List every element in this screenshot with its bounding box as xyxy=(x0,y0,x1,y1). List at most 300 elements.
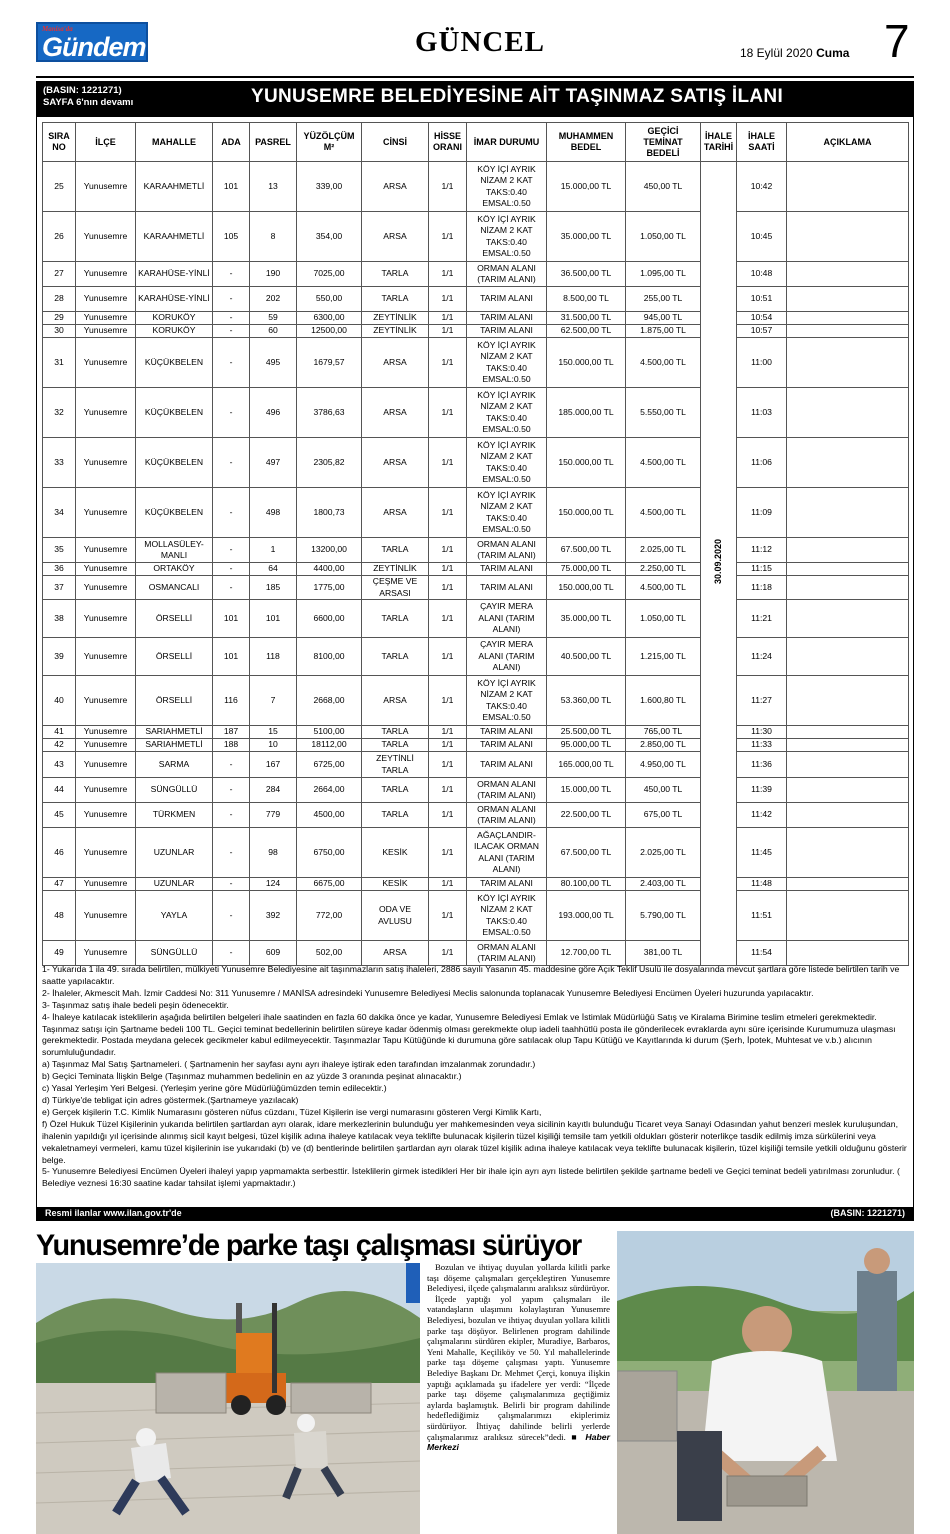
table-cell: - xyxy=(213,538,250,563)
table-cell: 392 xyxy=(250,891,297,941)
table-cell: Yunusemre xyxy=(76,438,136,488)
table-cell: 18112,00 xyxy=(297,739,362,752)
table-cell: KARAAHMETLİ xyxy=(136,162,213,212)
legal-ad-header xyxy=(37,82,913,117)
table-cell: 772,00 xyxy=(297,891,362,941)
table-cell: Yunusemre xyxy=(76,162,136,212)
table-cell: - xyxy=(213,325,250,338)
table-cell xyxy=(787,828,909,878)
table-cell: 10:54 xyxy=(737,312,787,325)
table-cell: 354,00 xyxy=(297,212,362,262)
mayor-photo xyxy=(617,1231,914,1534)
table-cell: 945,00 TL xyxy=(626,312,701,325)
table-cell: 10:45 xyxy=(737,212,787,262)
table-cell: KÖY İÇİ AYRIK NİZAM 2 KAT TAKS:0.40 EMSAL:0.50 xyxy=(467,212,547,262)
table-cell xyxy=(787,739,909,752)
table-cell: ODA VE AVLUSU xyxy=(362,891,429,941)
table-cell: ARSA xyxy=(362,162,429,212)
table-cell xyxy=(787,325,909,338)
table-row xyxy=(43,878,909,891)
table-cell: - xyxy=(213,287,250,312)
logo-wordmark: Gündem xyxy=(42,32,146,62)
table-cell: 1.095,00 TL xyxy=(626,262,701,287)
table-cell: 1/1 xyxy=(429,778,467,803)
table-cell: 32 xyxy=(43,388,76,438)
table-cell: AĞAÇLANDIR-ILACAK ORMAN ALANI (TARIM ALANI) xyxy=(467,828,547,878)
table-cell: TARIM ALANI xyxy=(467,576,547,600)
table-cell: KÜÇÜKBELEN xyxy=(136,388,213,438)
table-cell: SÜNGÜLLÜ xyxy=(136,778,213,803)
table-cell xyxy=(787,803,909,828)
ad-reference xyxy=(43,85,133,109)
article-paragraph: İlçede yaptığı yol yapım çalışmaları ile vatandaşların ulaşımını kolaylaştıran Yunusemre Belediyesi, bozulan ve ihtiyaç duyulan yollara kilitli parke taşı döşüyor. Belirlenen program dahilinde çalışmalarını sürdüren ekipler, Muradiye, Barbaros, Yeni Mahalle, Keçiliköy ve 50. Yıl mahallelerinde parke taşı döşeme çalışması yaptı. Yunusemre Belediye Başkanı Dr. Mehmet Çerçi, konuya ilişkin yaptığı açıklamada şu ifadelere yer verdi: “İlçede parke taşı döşeme çalışmalarımıza geçtiğimiz aylarda başlamıştık. Belirli bir program dahilinde hedeflediğimiz çalışmalarımızı ekiplerimiz sürdürüyor. İhtiyaç dahilinde belirli yerlerde çalışmalarımız aralıksız sürecek”dedi. ■ Haber Merkezi xyxy=(427,1293,611,1453)
table-cell: KÖY İÇİ AYRIK NİZAM 2 KAT TAKS:0.40 EMSAL:0.50 xyxy=(467,676,547,726)
table-cell: 59 xyxy=(250,312,297,325)
table-cell: 11:03 xyxy=(737,388,787,438)
table-row xyxy=(43,726,909,739)
table-cell: 609 xyxy=(250,941,297,966)
table-cell: 450,00 TL xyxy=(626,778,701,803)
table-cell: 339,00 xyxy=(297,162,362,212)
table-cell xyxy=(787,676,909,726)
issue-date xyxy=(740,46,849,60)
column-header: İHALE SAATİ xyxy=(737,123,787,162)
table-cell: 1/1 xyxy=(429,325,467,338)
table-cell: 11:15 xyxy=(737,563,787,576)
table-cell: 31.500,00 TL xyxy=(547,312,626,325)
table-cell: 11:30 xyxy=(737,726,787,739)
table-cell: 1/1 xyxy=(429,388,467,438)
table-cell: 101 xyxy=(250,600,297,638)
table-cell: 1/1 xyxy=(429,739,467,752)
table-cell: 11:09 xyxy=(737,488,787,538)
table-cell: - xyxy=(213,828,250,878)
table-cell xyxy=(787,287,909,312)
table-cell: 1/1 xyxy=(429,162,467,212)
table-cell: 124 xyxy=(250,878,297,891)
table-cell: Yunusemre xyxy=(76,891,136,941)
column-header: GEÇİCİ TEMİNAT BEDELİ xyxy=(626,123,701,162)
table-cell: 450,00 TL xyxy=(626,162,701,212)
table-cell: 675,00 TL xyxy=(626,803,701,828)
table-cell: 1/1 xyxy=(429,312,467,325)
table-cell: ZEYTİNLİK xyxy=(362,312,429,325)
page-number: 7 xyxy=(884,15,910,67)
table-cell xyxy=(787,891,909,941)
table-cell: 150.000,00 TL xyxy=(547,338,626,388)
table-cell: 41 xyxy=(43,726,76,739)
table-cell: 75.000,00 TL xyxy=(547,563,626,576)
article-byline: ■ Haber Merkezi xyxy=(427,1431,611,1453)
table-cell xyxy=(787,162,909,212)
table-cell: Yunusemre xyxy=(76,563,136,576)
table-row xyxy=(43,828,909,878)
table-cell: 80.100,00 TL xyxy=(547,878,626,891)
table-cell: KÖY İÇİ AYRIK NİZAM 2 KAT TAKS:0.40 EMSAL:0.50 xyxy=(467,438,547,488)
ad-terms xyxy=(42,964,908,1190)
table-cell: KARAAHMETLİ xyxy=(136,212,213,262)
table-cell: 255,00 TL xyxy=(626,287,701,312)
table-cell: SARIAHMETLİ xyxy=(136,726,213,739)
table-cell: 101 xyxy=(213,638,250,676)
table-cell: 7025,00 xyxy=(297,262,362,287)
table-cell: - xyxy=(213,778,250,803)
table-cell: KÜÇÜKBELEN xyxy=(136,438,213,488)
table-cell: TARIM ALANI xyxy=(467,752,547,778)
table-cell: 496 xyxy=(250,388,297,438)
table-row xyxy=(43,676,909,726)
table-cell: 49 xyxy=(43,941,76,966)
table-cell: 60 xyxy=(250,325,297,338)
table-cell: 185.000,00 TL xyxy=(547,388,626,438)
table-cell: TARIM ALANI xyxy=(467,312,547,325)
table-cell: 11:12 xyxy=(737,538,787,563)
table-cell xyxy=(787,388,909,438)
table-cell: 6725,00 xyxy=(297,752,362,778)
table-cell: 1/1 xyxy=(429,438,467,488)
table-cell: - xyxy=(213,563,250,576)
ad-term-item: c) Yasal Yerleşim Yeri Belgesi. (Yerleşim yerine göre Müdürlüğümüzden temin edilecektir.) xyxy=(42,1083,387,1094)
table-cell: 4.500,00 TL xyxy=(626,576,701,600)
table-cell: TARIM ALANI xyxy=(467,287,547,312)
table-cell: ÇEŞME VE ARSASI xyxy=(362,576,429,600)
table-cell: 4.500,00 TL xyxy=(626,438,701,488)
table-cell: 1/1 xyxy=(429,891,467,941)
table-cell: 8.500,00 TL xyxy=(547,287,626,312)
table-cell: 64 xyxy=(250,563,297,576)
table-cell: KORUKÖY xyxy=(136,325,213,338)
table-cell: 6675,00 xyxy=(297,878,362,891)
table-row xyxy=(43,388,909,438)
table-cell: 31 xyxy=(43,338,76,388)
table-cell: 35.000,00 TL xyxy=(547,212,626,262)
table-cell: KÜÇÜKBELEN xyxy=(136,488,213,538)
table-cell: 1/1 xyxy=(429,941,467,966)
table-header-row xyxy=(43,123,909,162)
column-header: MUHAMMEN BEDEL xyxy=(547,123,626,162)
table-cell: - xyxy=(213,941,250,966)
table-row xyxy=(43,287,909,312)
table-cell: 11:45 xyxy=(737,828,787,878)
table-cell: 29 xyxy=(43,312,76,325)
table-cell: 11:54 xyxy=(737,941,787,966)
table-cell: 10:48 xyxy=(737,262,787,287)
table-cell: ÇAYIR MERA ALANI (TARIM ALANI) xyxy=(467,600,547,638)
table-cell: Yunusemre xyxy=(76,941,136,966)
table-cell: 34 xyxy=(43,488,76,538)
table-cell xyxy=(787,878,909,891)
table-cell: 4.500,00 TL xyxy=(626,338,701,388)
table-cell: ÖRSELLİ xyxy=(136,638,213,676)
table-cell: Yunusemre xyxy=(76,488,136,538)
table-cell: TARLA xyxy=(362,638,429,676)
table-cell: ARSA xyxy=(362,676,429,726)
table-cell: MOLLASÜLEY-MANLI xyxy=(136,538,213,563)
table-cell: 25.500,00 TL xyxy=(547,726,626,739)
table-cell: 35.000,00 TL xyxy=(547,600,626,638)
table-cell: - xyxy=(213,891,250,941)
column-header: İMAR DURUMU xyxy=(467,123,547,162)
table-cell: 165.000,00 TL xyxy=(547,752,626,778)
table-cell: 10:57 xyxy=(737,325,787,338)
table-cell xyxy=(787,338,909,388)
table-cell: 3786,63 xyxy=(297,388,362,438)
table-cell: 7 xyxy=(250,676,297,726)
table-cell: - xyxy=(213,438,250,488)
table-cell: - xyxy=(213,752,250,778)
table-cell: 193.000,00 TL xyxy=(547,891,626,941)
table-cell: 15.000,00 TL xyxy=(547,162,626,212)
table-cell: TARIM ALANI xyxy=(467,878,547,891)
table-cell: 45 xyxy=(43,803,76,828)
table-row xyxy=(43,739,909,752)
table-cell: 11:21 xyxy=(737,600,787,638)
footer-official-ads-link[interactable]: Resmi ilanlar www.ilan.gov.tr'de xyxy=(45,1208,182,1218)
table-cell: 22.500,00 TL xyxy=(547,803,626,828)
date-text: 18 Eylül 2020 xyxy=(740,46,813,60)
table-cell: 15.000,00 TL xyxy=(547,778,626,803)
table-cell: SARIAHMETLİ xyxy=(136,739,213,752)
table-cell: KARAHÜSE-YİNLİ xyxy=(136,262,213,287)
table-cell: KÜÇÜKBELEN xyxy=(136,338,213,388)
table-cell xyxy=(787,576,909,600)
table-cell xyxy=(787,312,909,325)
table-cell: Yunusemre xyxy=(76,388,136,438)
table-cell: Yunusemre xyxy=(76,538,136,563)
column-header: İHALE TARİHİ xyxy=(701,123,737,162)
table-cell: 190 xyxy=(250,262,297,287)
news-headline[interactable]: Yunusemre’de parke taşı çalışması sürüyor xyxy=(36,1229,582,1262)
table-cell: 39 xyxy=(43,638,76,676)
table-cell xyxy=(787,941,909,966)
table-cell: 1800,73 xyxy=(297,488,362,538)
table-cell: 6600,00 xyxy=(297,600,362,638)
table-cell: 284 xyxy=(250,778,297,803)
table-cell: 10:51 xyxy=(737,287,787,312)
table-cell: 26 xyxy=(43,212,76,262)
table-cell: 5.550,00 TL xyxy=(626,388,701,438)
ad-term-item: b) Geçici Teminata İlişkin Belge (Taşınmaz muhammen bedelinin en az yüzde 3 oranında peşinat alınacaktır.) xyxy=(42,1071,462,1082)
ad-term-item: 2- İhaleler, Akmescit Mah. İzmir Caddesi No: 311 Yunusemre / MANİSA adresindeki Yunusemre Belediyesi Meclis salonunda toplanacak Yunusemre Belediyesi Encümen Üyeleri huzurunda yapılacaktır. xyxy=(42,987,814,998)
table-cell: YAYLA xyxy=(136,891,213,941)
table-cell: ORMAN ALANI (TARIM ALANI) xyxy=(467,538,547,563)
table-cell: 13200,00 xyxy=(297,538,362,563)
table-cell: 10:42 xyxy=(737,162,787,212)
column-header: CİNSİ xyxy=(362,123,429,162)
table-cell: 11:39 xyxy=(737,778,787,803)
table-cell xyxy=(787,726,909,739)
table-cell: 2.850,00 TL xyxy=(626,739,701,752)
paving-workers-photo xyxy=(36,1263,420,1534)
table-cell: TARLA xyxy=(362,262,429,287)
column-header: YÜZÖLÇÜM M² xyxy=(297,123,362,162)
table-cell: 1/1 xyxy=(429,212,467,262)
table-cell: 1/1 xyxy=(429,576,467,600)
logo-kicker: Manisa'da xyxy=(42,25,73,33)
table-row xyxy=(43,941,909,966)
table-row xyxy=(43,778,909,803)
column-header: AÇIKLAMA xyxy=(787,123,909,162)
table-cell: 67.500,00 TL xyxy=(547,538,626,563)
column-header: İLÇE xyxy=(76,123,136,162)
column-header: PASREL xyxy=(250,123,297,162)
table-cell: TARLA xyxy=(362,803,429,828)
table-cell: Yunusemre xyxy=(76,576,136,600)
ad-term-item: 3- Taşınmaz satış ihale bedeli peşin ödenecektir. xyxy=(42,999,229,1010)
table-cell: 1.050,00 TL xyxy=(626,212,701,262)
table-cell: Yunusemre xyxy=(76,600,136,638)
table-cell: UZUNLAR xyxy=(136,828,213,878)
table-cell: - xyxy=(213,338,250,388)
legal-ad-footer xyxy=(37,1207,913,1220)
table-cell: 12.700,00 TL xyxy=(547,941,626,966)
table-cell: ZEYTİNLİK xyxy=(362,563,429,576)
table-cell xyxy=(787,538,909,563)
table-cell: 2.025,00 TL xyxy=(626,538,701,563)
table-cell: 1.600,80 TL xyxy=(626,676,701,726)
ad-continued-note: SAYFA 6'nın devamı xyxy=(43,97,134,108)
mayor-laying-stones-illustration xyxy=(617,1231,914,1534)
table-cell: 2305,82 xyxy=(297,438,362,488)
table-cell: Yunusemre xyxy=(76,638,136,676)
tender-date: 30.09.2020 xyxy=(712,539,723,585)
table-cell: 5100,00 xyxy=(297,726,362,739)
table-cell: 1 xyxy=(250,538,297,563)
table-cell: TARLA xyxy=(362,778,429,803)
table-cell: 497 xyxy=(250,438,297,488)
table-row xyxy=(43,312,909,325)
table-row xyxy=(43,488,909,538)
table-cell: 46 xyxy=(43,828,76,878)
table-cell: 167 xyxy=(250,752,297,778)
table-cell: TARLA xyxy=(362,600,429,638)
table-row xyxy=(43,600,909,638)
table-cell xyxy=(787,778,909,803)
table-cell: KÖY İÇİ AYRIK NİZAM 2 KAT TAKS:0.40 EMSAL:0.50 xyxy=(467,891,547,941)
table-cell: TARLA xyxy=(362,726,429,739)
table-cell: ZEYTİNLİK xyxy=(362,325,429,338)
table-row xyxy=(43,325,909,338)
table-cell: 1/1 xyxy=(429,538,467,563)
ad-term-item: f) Özel Hukuk Tüzel Kişilerinin yukarıda belirtilen şartlardan ayrı olarak, idare merkezlerinin bulunduğu yer mahkemesinden veya sicilinin kayıtlı bulunduğu Ticaret veya Sanayi Odasından yahut benzeri meslek kuruluşundan, ihalenin yapıldığı yıl içerisinde alınmış sicil kayıt belgesi, tüzel kişilik adına ihaleye katılacak veya teklifte bulunacak kişilerin tüzel kişiliği temsile tam yetkili oldukları gösterir noterlikçe tasdik edilmiş imza sürkülerini veya vekaletnameyi vermeleri, kamu tüzel kişilerinin ise yukarıdaki (b) ve (d) bentlerinde belirtilen şartlardan ayrı olarak tüzel kişilik adına ihaleye katılacak veya teklifte bulunacak kişilerin, tüzel kişiliği temsile yetkili olduğunu gösterir belge. xyxy=(42,1118,907,1165)
table-cell: 1/1 xyxy=(429,803,467,828)
table-cell: 2.025,00 TL xyxy=(626,828,701,878)
table-cell: 11:18 xyxy=(737,576,787,600)
table-cell: 44 xyxy=(43,778,76,803)
table-cell xyxy=(787,638,909,676)
ad-term-item: 5- Yunusemre Belediyesi Encümen Üyeleri ihaleyi yapıp yapmamakta serbesttir. İsteklilerin girmek istedikleri Her bir ihale için ayrı ayrı listede belirtilen şekilde şartname bedeli ve Geçici teminat bedeli yatırılması zorunludur. ( Belediye veznesi 16:30 saatine kadar tahsilat işlemi yapmaktadır.) xyxy=(42,1166,900,1189)
table-cell: 13 xyxy=(250,162,297,212)
article-paragraph: Bozulan ve ihtiyaç duyulan yollarda kilitli parke taşı döşeme çalışmaları gerçekleştiren Yunusemre Belediyesi, ilçede çalışmalarını aralıksız sürdürüyor. xyxy=(427,1262,610,1294)
table-row xyxy=(43,262,909,287)
table-cell: TÜRKMEN xyxy=(136,803,213,828)
newspaper-logo[interactable] xyxy=(36,22,148,62)
table-cell: 1/1 xyxy=(429,338,467,388)
table-cell: 1.050,00 TL xyxy=(626,600,701,638)
table-row xyxy=(43,212,909,262)
table-cell: Yunusemre xyxy=(76,878,136,891)
table-cell: 33 xyxy=(43,438,76,488)
table-cell: 1/1 xyxy=(429,676,467,726)
table-cell: 1679,57 xyxy=(297,338,362,388)
table-cell: ARSA xyxy=(362,388,429,438)
table-cell: TARIM ALANI xyxy=(467,726,547,739)
table-cell: 12500,00 xyxy=(297,325,362,338)
table-cell: 1.875,00 TL xyxy=(626,325,701,338)
table-cell: Yunusemre xyxy=(76,338,136,388)
table-cell: 150.000,00 TL xyxy=(547,438,626,488)
table-cell: 98 xyxy=(250,828,297,878)
table-cell: 1/1 xyxy=(429,287,467,312)
table-cell: - xyxy=(213,312,250,325)
table-cell: 779 xyxy=(250,803,297,828)
table-cell: SARMA xyxy=(136,752,213,778)
table-row xyxy=(43,576,909,600)
table-cell: 28 xyxy=(43,287,76,312)
ad-term-item: d) Türkiye'de tebligat için adres göstermek.(Şartnameye yazılacak) xyxy=(42,1094,299,1105)
table-cell xyxy=(787,752,909,778)
table-cell: Yunusemre xyxy=(76,739,136,752)
table-cell: TARIM ALANI xyxy=(467,563,547,576)
table-cell: 150.000,00 TL xyxy=(547,488,626,538)
table-cell: ORMAN ALANI (TARIM ALANI) xyxy=(467,803,547,828)
table-cell: ZEYTİNLİ TARLA xyxy=(362,752,429,778)
table-cell: - xyxy=(213,388,250,438)
table-cell: TARIM ALANI xyxy=(467,739,547,752)
table-cell: OSMANCALI xyxy=(136,576,213,600)
table-row xyxy=(43,638,909,676)
ad-ref-number: (BASIN: 1221271) xyxy=(43,85,122,96)
table-cell: 8 xyxy=(250,212,297,262)
table-cell: 4.950,00 TL xyxy=(626,752,701,778)
table-cell: 40.500,00 TL xyxy=(547,638,626,676)
table-cell: 67.500,00 TL xyxy=(547,828,626,878)
table-cell: TARLA xyxy=(362,287,429,312)
table-cell xyxy=(787,600,909,638)
table-cell: 101 xyxy=(213,600,250,638)
table-cell: 11:51 xyxy=(737,891,787,941)
table-cell: 2.403,00 TL xyxy=(626,878,701,891)
table-cell: 15 xyxy=(250,726,297,739)
table-cell: 498 xyxy=(250,488,297,538)
table-cell: 105 xyxy=(213,212,250,262)
table-cell: Yunusemre xyxy=(76,325,136,338)
table-cell: 4500,00 xyxy=(297,803,362,828)
ad-title: YUNUSEMRE BELEDİYESİNE AİT TAŞINMAZ SATIŞ İLANI xyxy=(250,86,784,107)
table-cell: 502,00 xyxy=(297,941,362,966)
table-cell: 2664,00 xyxy=(297,778,362,803)
table-cell: ÖRSELLİ xyxy=(136,600,213,638)
table-cell: 11:06 xyxy=(737,438,787,488)
table-cell: Yunusemre xyxy=(76,312,136,325)
footer-ref-number: (BASIN: 1221271) xyxy=(830,1208,905,1218)
ad-term-item: 1- Yukarıda 1 ila 49. sırada belirtilen, mülkiyeti Yunusemre Belediyesine ait taşınmazların satış ihaleleri, 2886 sayılı Yasanın 45. maddesine göre Açık Teklif Usulü ile dosyalarında mevcut şartlara göre listede belirtilen tarih ve saatte yapılacaktır. xyxy=(42,964,900,986)
table-cell: 36.500,00 TL xyxy=(547,262,626,287)
table-row xyxy=(43,438,909,488)
table-cell: Yunusemre xyxy=(76,828,136,878)
table-cell: 5.790,00 TL xyxy=(626,891,701,941)
ad-term-item: 4- İhaleye katılacak isteklilerin aşağıda belirtilen belgeleri ihale saatinden en fazla 60 dakika önce ye kadar, Yunusemre Belediyesi Emlak ve İstimlak Müdürlüğü Satış ve Kiralama Birimine teslim etmeleri gerekmektedir. Taşınmaz satışı için Şartname bedeli 100 TL. Geçici teminat bedellerinin belirtilen süreye kadar ödenmiş olması gerekmekte olup iadeli taahhütlü posta ile gönderilecek evraklarda aynı süre içerisinde Kurumumuza ulaşması gerekmektedir. Postada meydana gelecek gecikmeler kabul edilmeyecektir. Taşınmazlar Tapu Kütüğünde ki durumuna göre satılacak olup Tapu Kütüğü ve Kayıtlarında ki durum (Şerh, İpotek, Muhtesat ve v.b.) alıcının sorumluluğundadır. xyxy=(42,1011,896,1058)
news-article xyxy=(427,1262,610,1453)
table-cell: 188 xyxy=(213,739,250,752)
table-cell: 2668,00 xyxy=(297,676,362,726)
table-cell: ARSA xyxy=(362,488,429,538)
table-cell: ARSA xyxy=(362,941,429,966)
table-cell: 42 xyxy=(43,739,76,752)
table-cell: - xyxy=(213,262,250,287)
table-cell: 1/1 xyxy=(429,262,467,287)
table-cell: 1/1 xyxy=(429,563,467,576)
